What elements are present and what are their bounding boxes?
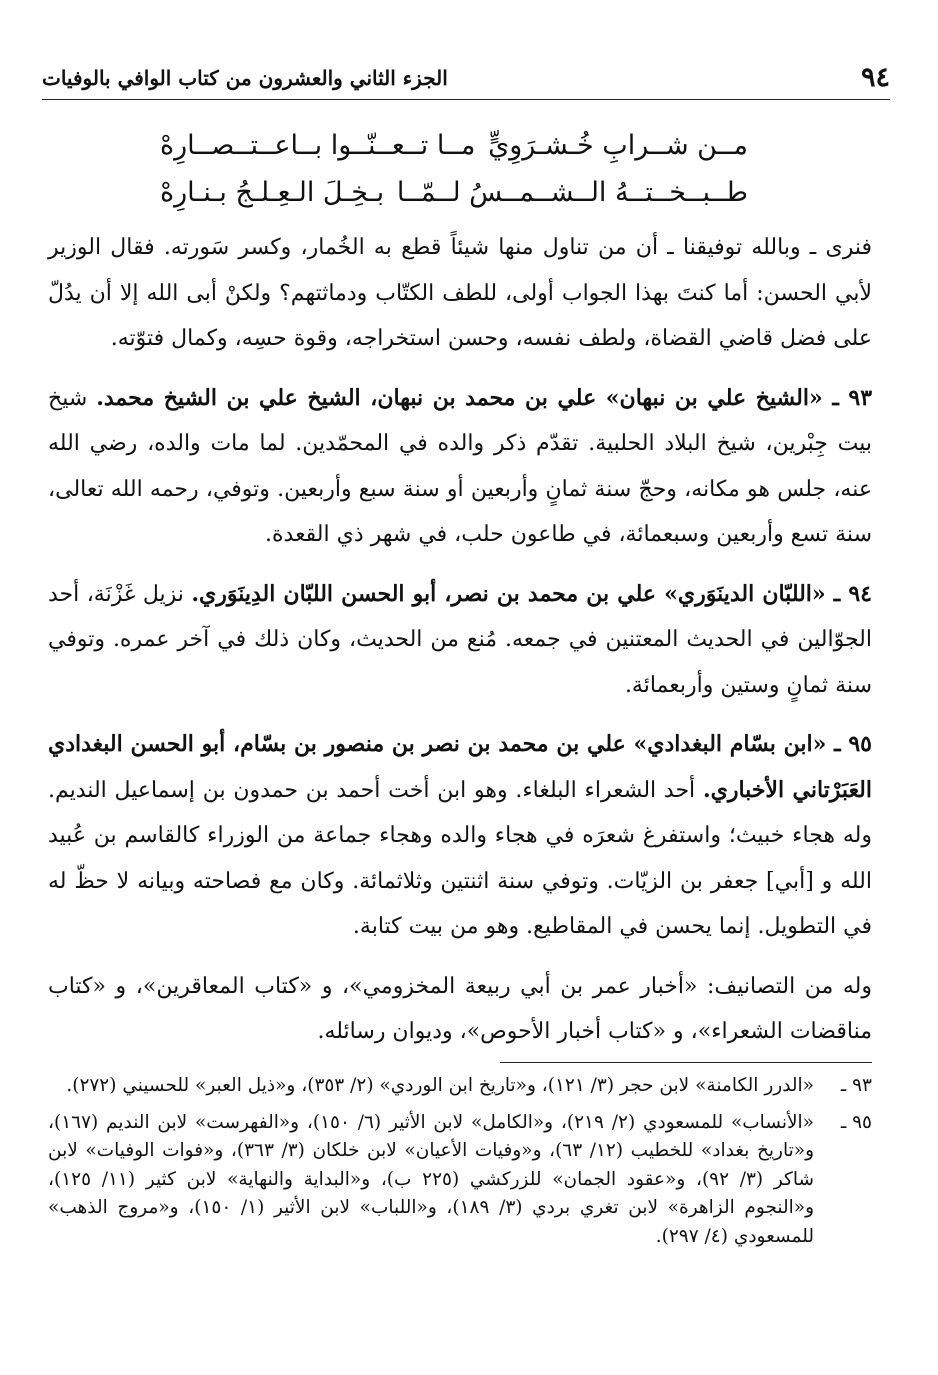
footnote [48, 1072, 872, 1101]
footnote-number: ٩٥ ـ [840, 1111, 872, 1133]
biography-entry-94 [48, 572, 872, 709]
page-number: ٩٤ [860, 62, 890, 93]
footnote-text: «الدرر الكامنة» لابن حجر (٣/ ١٢١)، و«تاريخ ابن الوردي» (٢/ ٣٥٣)، و«ذيل العبر» للحسيني (٢٧٢). [66, 1075, 814, 1096]
footnote-text: «الأنساب» للمسعودي (٢/ ٢١٩)، و«الكامل» لابن الأثير (٦/ ١٥٠)، و«الفهرست» لابن النديم (١٦٧)، و«تاريخ بغداد» للخطيب (١٢/ ٦٣)، و«وفيات الأعيان» لابن خلكان (٣/ ٣٦٣)، و«فوات الوفيات» لابن شاكر (٣/ ٩٢)، و«عقود الجمان» للزركشي (٢٢٥ ب)، و«البداية والنهاية» لابن كثير (١١/ ١٢٥)، و«النجوم الزاهرة» لابن تغري بردي (٣/ ١٨٩)، و«اللباب» لابن الأثير (١/ ١٥٠)، و«مروج الذهب» للمسعودي (٤/ ٢٩٧). [48, 1111, 815, 1247]
entry-text: نزيل غَزْنَة، أحد الجوّالين في الحديث المعتنين في جمعه. مُنع من الحديث، وكان ذلك في آخر عمره. وتوفي سنة ثمانٍ وستين وأربعمائة. [48, 581, 872, 698]
verse-first-hemistich: طــبــخــتــهُ الــشــمــسُ لــمّــا [396, 177, 748, 208]
footnote [48, 1109, 872, 1252]
poem [160, 122, 748, 216]
footnotes [48, 1072, 872, 1259]
verse-second-hemistich: بـخِـلَ الـعِـلـجُ بـنـارِهْ [160, 177, 385, 208]
poem-verse [160, 122, 748, 169]
footnote-number: ٩٣ ـ [840, 1075, 872, 1096]
running-title: الجزء الثاني والعشرون من كتاب الوافي بالوفيات [42, 66, 448, 90]
main-text [48, 225, 872, 1055]
entry-heading: ٩٤ ـ «اللبّان الدينَوَري» علي بن محمد بن نصر، أبو الحسن اللبّان الدِينَوَري. [191, 580, 872, 607]
footnote-divider [500, 1062, 872, 1063]
entry-text: شيخ بيت جِبْرين، شيخ البلاد الحلبية. تقدّم ذكر والده في المحمّدين. لما مات والده، رضي الله عنه، جلس هو مكانه، وحجّ سنة ثمانٍ وأربعين أو سنة سبع وأربعين. وتوفي، رحمه الله تعالى، سنة تسع وأربعين وسبعمائة، في طاعون حلب، في شهر ذي القعدة. [48, 385, 872, 547]
entry-heading: ٩٥ ـ «ابن بسّام البغدادي» علي بن محمد بن نصر بن منصور بن بسّام، أبو الحسن البغدادي العَبَرْتاني الأخباري. [48, 731, 873, 803]
biography-entry-95 [48, 722, 872, 950]
biography-entry-93 [48, 376, 872, 558]
page-header [42, 55, 890, 100]
verse-second-hemistich: مــا تــعــنّــوا بــاعــتــصــارِهْ [160, 130, 476, 161]
entry-heading: ٩٣ ـ «الشيخ علي بن نبهان» علي بن محمد بن نبهان، الشيخ علي بن الشيخ محمد. [96, 384, 873, 411]
paragraph: فنرى ـ وبالله توفيقنا ـ أن من تناول منها شيئاً قطع به الخُمار، وكسر سَورته. فقال الوزير لأبي الحسن: أما كنتَ بهذا الجواب أولى، للطف الكتّاب ودماثتهم؟ ولكنْ أبى الله إلا أن يدُلّ على فضل قاضي القضاة، ولطف نفسه، وحسن استخراجه، وقوة حسِه، وكمال فتوّته. [48, 235, 872, 351]
entry-text: أحد الشعراء البلغاء. وهو ابن أخت أحمد بن حمدون بن إسماعيل النديم. وله هجاء خبيث؛ واستفرغ شعرَه في هجاء والده وهجاء جماعة من الوزراء كالقاسم بن عُبيد الله و [أبي] جعفر بن الزيّات. وتوفي سنة اثنتين وثلاثمائة. وكان مع فصاحته وبيانه لا حظّ له في التطويل. إنما يحسن في المقاطيع. وهو من بيت كتابة. [48, 777, 872, 939]
poem-verse [160, 169, 748, 216]
verse-first-hemistich: مــن شــرابِ خُـشـرَوِيٍّ [488, 130, 748, 161]
entry-works: وله من التصانيف: «أخبار عمر بن أبي ربيعة المخزومي»، و «كتاب المعاقرين»، و «كتاب مناقضات الشعراء»، و «كتاب أخبار الأحوص»، وديوان رسائله. [48, 973, 872, 1044]
